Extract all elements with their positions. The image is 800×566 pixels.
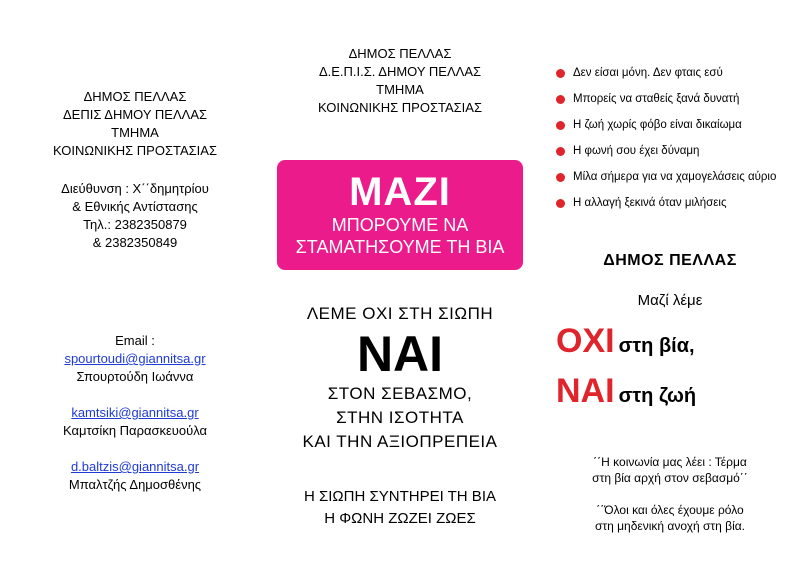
org-subname: ΔΕΠΙΣ ΔΗΜΟΥ ΠΕΛΛΑΣ bbox=[62, 107, 208, 122]
message-line: ΣΤΟΝ ΣΕΒΑΣΜΟ, bbox=[327, 384, 473, 403]
list-item: Η αλλαγή ξεκινά όταν μιλήσεις bbox=[556, 190, 796, 216]
nai-heading: ΝΑΙ bbox=[356, 326, 444, 382]
org-subname: Δ.Ε.Π.Ι.Σ. ΔΗΜΟΥ ΠΕΛΛΑΣ bbox=[318, 64, 482, 79]
org-department: ΤΜΗΜΑ bbox=[111, 125, 159, 140]
mazi-banner bbox=[277, 160, 523, 270]
quote-line: ΄΄Η κοινωνία μας λέει : Τέρμα bbox=[593, 455, 747, 469]
org-department-name: ΚΟΙΝΩΝΙΚΗΣ ΠΡΟΣΤΑΣΙΑΣ bbox=[317, 100, 483, 115]
bullet-dot-icon bbox=[556, 95, 565, 104]
message-line: ΚΑΙ ΤΗΝ ΑΞΙΟΠΡΕΠΕΙΑ bbox=[302, 432, 498, 451]
middle-header-block bbox=[285, 45, 515, 117]
closing-line: Η ΣΙΩΠΗ ΣΥΝΤΗΡΕΙ ΤΗ ΒΙΑ bbox=[303, 488, 496, 505]
bullet-dot-icon bbox=[556, 121, 565, 130]
slogan-oxi-text: στη βία, bbox=[618, 335, 695, 357]
list-item: Η φωνή σου έχει δύναμη bbox=[556, 138, 796, 164]
quote-line: ΄΄Όλοι και όλες έχουμε ρόλο bbox=[596, 503, 744, 517]
quote-line: στη μηδενική ανοχή στη βία. bbox=[594, 519, 746, 533]
message-line: ΛΕΜΕ ΟΧΙ ΣΤΗ ΣΙΩΠΗ bbox=[306, 304, 494, 323]
closing-line: Η ΦΩΝΗ ΖΩΖΕΙ ΖΩΕΣ bbox=[324, 510, 476, 527]
list-item: Η ζωή χωρίς φόβο είναι δικαίωμα bbox=[556, 112, 796, 138]
contact-name: Μπαλτζής Δημοσθένης bbox=[68, 477, 202, 492]
bullet-list bbox=[556, 60, 796, 216]
message-line: ΣΤΗΝ ΙΣΟΤΗΤΑ bbox=[336, 408, 464, 427]
org-department-name: ΚΟΙΝΩΝΙΚΗΣ ΠΡΟΣΤΑΣΙΑΣ bbox=[52, 143, 218, 158]
left-header-block bbox=[20, 88, 250, 252]
slogan-oxi: ΟΧΙ bbox=[556, 322, 615, 360]
org-name: ΔΗΜΟΣ ΠΕΛΛΑΣ bbox=[348, 46, 452, 61]
contact-name: Καμτσίκη Παρασκευούλα bbox=[62, 423, 208, 438]
contacts-block bbox=[20, 332, 250, 494]
bullet-dot-icon bbox=[556, 69, 565, 78]
org-department: ΤΜΗΜΑ bbox=[376, 82, 424, 97]
phone-line-2: & 2382350849 bbox=[92, 235, 178, 250]
mazi-subtitle-2: ΣΤΑΜΑΤΗΣΟΥΜΕ ΤΗ ΒΙΑ bbox=[295, 237, 505, 257]
bullet-dot-icon bbox=[556, 173, 565, 182]
email-link[interactable]: spourtoudi@giannitsa.gr bbox=[64, 351, 206, 366]
quotes-block bbox=[555, 454, 785, 534]
org-name: ΔΗΜΟΣ ΠΕΛΛΑΣ bbox=[83, 89, 187, 104]
address-line-2: & Εθνικής Αντίστασης bbox=[72, 199, 198, 214]
slogan-nai-text: στη ζωή bbox=[618, 385, 697, 407]
contact-name: Σπουρτούδη Ιωάννα bbox=[76, 369, 194, 384]
email-link[interactable]: kamtsiki@giannitsa.gr bbox=[71, 405, 199, 420]
email-label: Email : bbox=[115, 333, 155, 348]
list-item: Μπορείς να σταθείς ξανά δυνατή bbox=[556, 86, 796, 112]
mazi-title: ΜΑΖΙ bbox=[349, 170, 451, 214]
slogan-yes-life bbox=[556, 372, 696, 411]
slogan-nai: ΝΑΙ bbox=[556, 372, 615, 410]
right-subtitle: Μαζί λέμε bbox=[637, 292, 703, 309]
slogan-no-violence bbox=[556, 322, 695, 361]
quote-line: στη βία αρχή στον σεβασμό΄΄ bbox=[592, 471, 748, 485]
email-link[interactable]: d.baltzis@giannitsa.gr bbox=[70, 459, 200, 474]
right-title: ΔΗΜΟΣ ΠΕΛΛΑΣ bbox=[603, 252, 737, 269]
list-item: Δεν είσαι μόνη. Δεν φταις εσύ bbox=[556, 60, 796, 86]
mazi-subtitle-1: ΜΠΟΡΟΥΜΕ ΝΑ bbox=[331, 215, 469, 235]
bullet-dot-icon bbox=[556, 199, 565, 208]
bullet-dot-icon bbox=[556, 147, 565, 156]
middle-message-block bbox=[270, 302, 530, 530]
list-item: Μίλα σήμερα για να χαμογελάσεις αύριο bbox=[556, 164, 796, 190]
address-line: Διεύθυνση : Χ΄΄δημητρίου bbox=[61, 181, 209, 196]
phone-line: Τηλ.: 2382350879 bbox=[83, 217, 187, 232]
